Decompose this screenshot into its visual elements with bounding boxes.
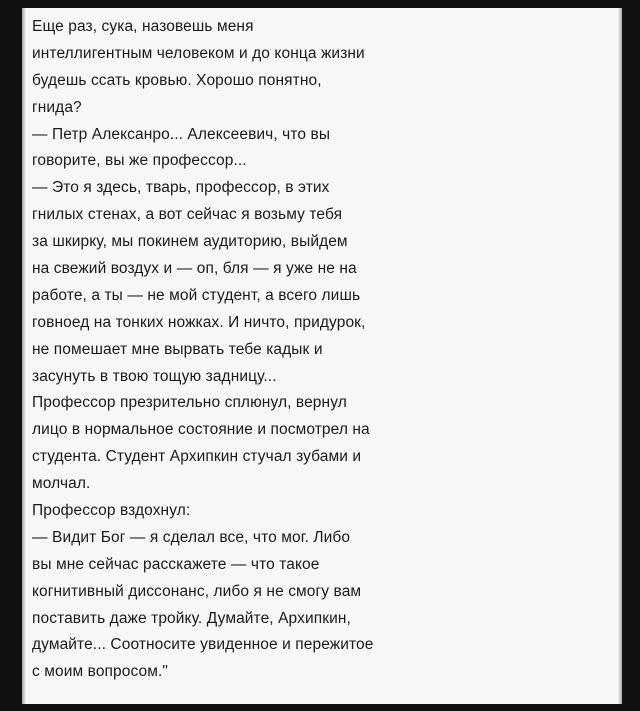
- text-line: — Петр Алексанро... Алексеевич, что вы: [32, 125, 331, 143]
- text-line: работе, а ты — не мой студент, а всего лишь: [32, 286, 361, 304]
- text-line: интеллигентным человеком и до конца жизни: [32, 44, 365, 62]
- text-line: думайте... Соотносите увиденное и пережитое: [32, 636, 374, 654]
- text-line: гнилых стенах, а вот сейчас я возьму тебя: [32, 206, 343, 224]
- document-page: [22, 8, 622, 704]
- text-line: Еще раз, сука, назовешь меня: [32, 18, 254, 35]
- text-line: не помешает мне вырвать тебе кадык и: [32, 340, 323, 358]
- text-line: говорите, вы же профессор...: [32, 152, 247, 170]
- text-line: лицо в нормальное состояние и посмотрел на: [32, 421, 370, 439]
- text-line: поставить даже тройку. Думайте, Архипкин,: [32, 609, 351, 627]
- text-line: когнитивный диссонанс, либо я не смогу вам: [32, 582, 362, 600]
- text-line: молчал.: [32, 475, 91, 493]
- story-text: [32, 14, 620, 686]
- text-line: Профессор вздохнул:: [32, 502, 191, 520]
- text-line: засунуть в твою тощую задницу...: [32, 367, 277, 385]
- text-line: вы мне сейчас расскажете — что такое: [32, 555, 320, 573]
- text-line: — Это я здесь, тварь, профессор, в этих: [32, 179, 330, 197]
- text-line: Профессор презрительно сплюнул, вернул: [32, 394, 347, 412]
- text-line: — Видит Бог — я сделал все, что мог. Либо: [32, 528, 351, 546]
- text-line: с моим вопросом.": [32, 663, 168, 681]
- page-left-edge: [22, 8, 26, 704]
- text-line: на свежий воздух и — оп, бля — я уже не на: [32, 260, 357, 278]
- text-line: гнида?: [32, 98, 82, 116]
- text-line: говноед на тонких ножках. И ничто, придурок,: [32, 313, 366, 331]
- text-line: будешь ссать кровью. Хорошо понятно,: [32, 71, 322, 89]
- text-line: за шкирку, мы покинем аудиторию, выйдем: [32, 233, 348, 251]
- text-line: студента. Студент Архипкин стучал зубами и: [32, 448, 362, 466]
